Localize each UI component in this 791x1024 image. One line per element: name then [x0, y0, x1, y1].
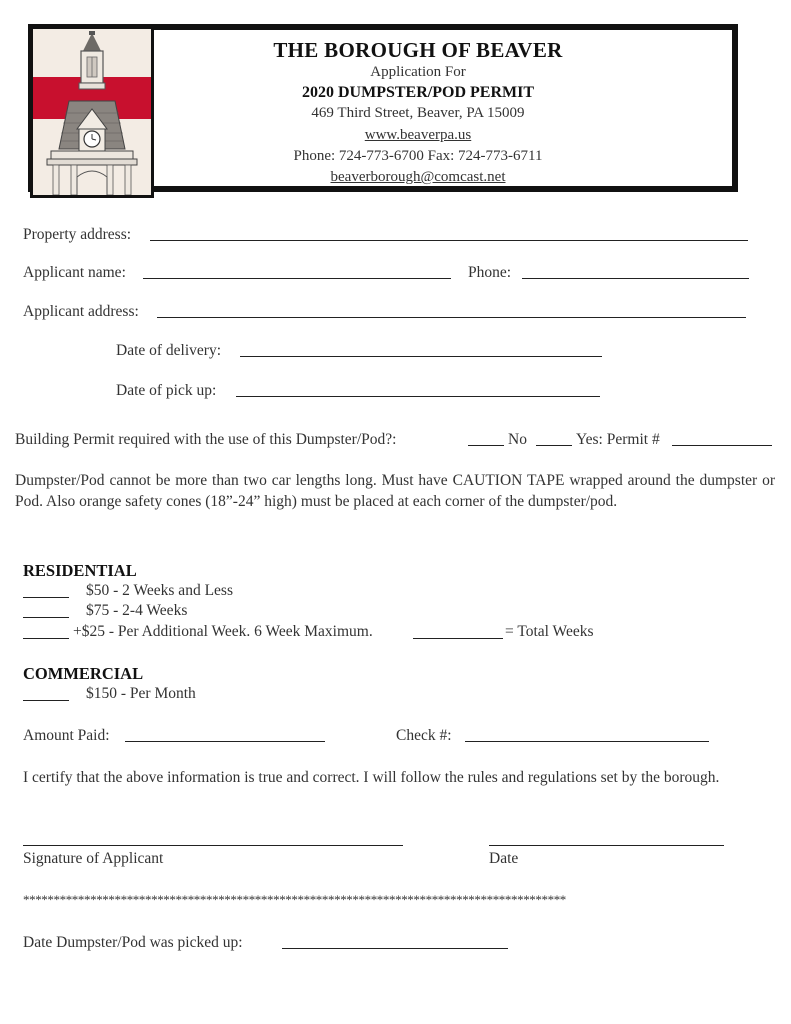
signature-label: Signature of Applicant	[23, 850, 164, 867]
applicant-name-field[interactable]	[143, 278, 451, 279]
signature-date-label: Date	[489, 850, 519, 867]
residential-opt2-field[interactable]	[23, 617, 69, 618]
date-delivery-label: Date of delivery:	[116, 342, 222, 359]
borough-logo	[30, 26, 154, 198]
property-address-label: Property address:	[23, 226, 132, 243]
building-permit-question: Building Permit required with the use of this Dumpster/Pod?:	[15, 431, 397, 448]
permit-no-label: No	[508, 431, 527, 448]
permit-no-field[interactable]	[468, 445, 504, 446]
residential-opt2-label: $75 - 2-4 Weeks	[86, 602, 188, 619]
permit-yes-label: Yes: Permit #	[576, 431, 660, 448]
commercial-heading: COMMERCIAL	[23, 664, 144, 683]
picked-up-field[interactable]	[282, 948, 508, 949]
residential-opt1-label: $50 - 2 Weeks and Less	[86, 582, 233, 599]
total-weeks-label: = Total Weeks	[505, 623, 594, 640]
signature-field[interactable]	[23, 845, 403, 846]
applicant-address-field[interactable]	[157, 317, 746, 318]
residential-opt3-label: +$25 - Per Additional Week. 6 Week Maximum.	[73, 623, 373, 640]
org-name: THE BOROUGH OF BEAVER	[273, 38, 563, 62]
check-number-label: Check #:	[396, 727, 452, 744]
certify-text: I certify that the above information is true and correct. I will follow the rules and regulations set by the borough.	[23, 769, 720, 786]
amount-paid-field[interactable]	[125, 741, 325, 742]
residential-opt3-field[interactable]	[23, 638, 69, 639]
signature-date-field[interactable]	[489, 845, 724, 846]
email-link[interactable]: beaverborough@comcast.net	[330, 169, 506, 185]
separator-stars: *****************************************************************************************	[23, 892, 566, 907]
phone-fax: Phone: 724-773-6700 Fax: 724-773-6711	[293, 148, 543, 164]
date-pickup-label: Date of pick up:	[116, 382, 217, 399]
applicant-name-label: Applicant name:	[23, 264, 126, 281]
application-for: Application For	[370, 64, 466, 80]
applicant-address-label: Applicant address:	[23, 303, 139, 320]
picked-up-label: Date Dumpster/Pod was picked up:	[23, 934, 243, 951]
property-address-field[interactable]	[150, 240, 748, 241]
residential-heading: RESIDENTIAL	[23, 561, 137, 580]
amount-paid-label: Amount Paid:	[23, 727, 110, 744]
date-delivery-field[interactable]	[240, 356, 602, 357]
total-weeks-field[interactable]	[413, 638, 503, 639]
permit-yes-field[interactable]	[536, 445, 572, 446]
phone-label: Phone:	[468, 264, 512, 281]
commercial-opt1-field[interactable]	[23, 700, 69, 701]
date-pickup-field[interactable]	[236, 396, 600, 397]
borough-address: 469 Third Street, Beaver, PA 15009	[311, 105, 525, 121]
permit-title: 2020 DUMPSTER/POD PERMIT	[302, 84, 534, 101]
clock-tower-icon	[33, 29, 151, 195]
dumpster-rules-text: Dumpster/Pod cannot be more than two car lengths long. Must have CAUTION TAPE wrapped around the dumpster or Pod. Also orange safety cones (18”-24” high) must be placed at each corner of the dumpster/pod.	[15, 472, 775, 510]
website-link[interactable]: www.beaverpa.us	[364, 127, 472, 143]
commercial-opt1-label: $150 - Per Month	[86, 685, 196, 702]
permit-number-field[interactable]	[672, 445, 772, 446]
residential-opt1-field[interactable]	[23, 597, 69, 598]
phone-field[interactable]	[522, 278, 749, 279]
check-number-field[interactable]	[465, 741, 709, 742]
